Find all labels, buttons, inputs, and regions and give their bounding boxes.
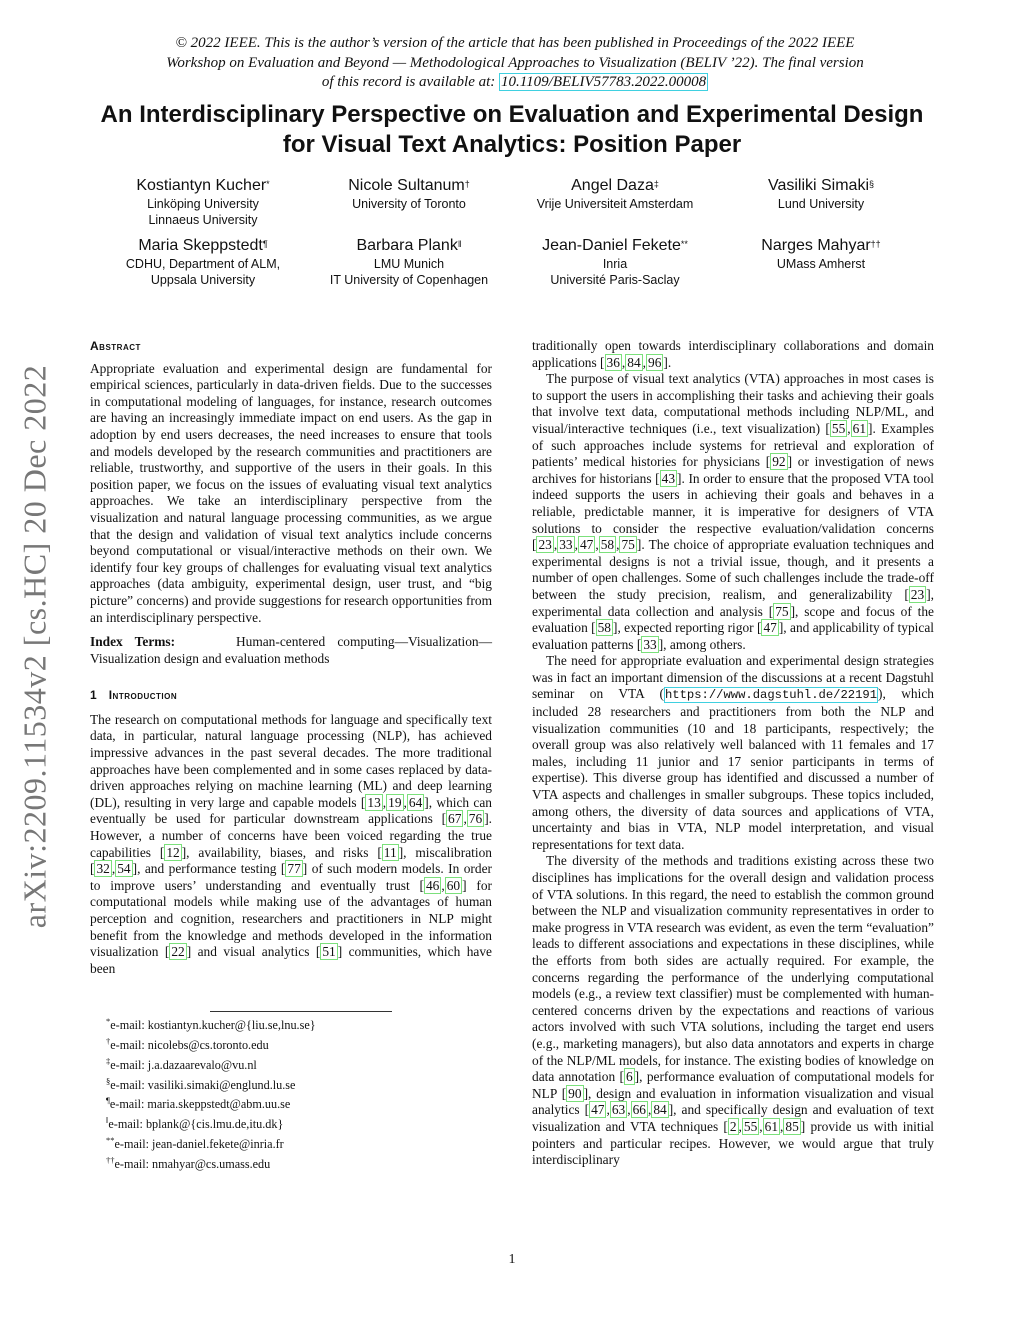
- notice-line-2: Workshop on Evaluation and Beyond — Methodological Approaches to Visualization (BELIV ’22). The final version: [166, 54, 864, 71]
- paper-title: [60, 100, 964, 160]
- citation-link[interactable]: 23: [538, 537, 552, 553]
- author-affiliation: University of Toronto: [352, 197, 466, 211]
- citation-link[interactable]: 2: [729, 1118, 737, 1134]
- footnote-rule: [210, 1011, 392, 1012]
- url-link[interactable]: https://www.dagstuhl.de/22191: [664, 688, 878, 703]
- abstract-heading: Abstract: [90, 339, 141, 353]
- footnote-item: ‡e-mail: j.a.dazaarevalo@vu.nl: [106, 1055, 257, 1072]
- author-affiliation: Linköping University: [147, 197, 259, 211]
- citation-link[interactable]: 58: [597, 620, 611, 636]
- author-affiliation: Lund University: [777, 197, 865, 211]
- doi-link[interactable]: 10.1109/BELIV57783.2022.00008: [501, 74, 707, 90]
- citation-link[interactable]: 76: [468, 811, 483, 827]
- citation-link[interactable]: 84: [653, 1102, 667, 1118]
- citation-link[interactable]: 23: [910, 586, 925, 602]
- citation-link[interactable]: 92: [772, 454, 786, 470]
- citation-link[interactable]: 36: [606, 354, 620, 370]
- citation-link[interactable]: 58: [600, 537, 615, 553]
- author-affiliation: Université Paris-Saclay: [550, 273, 680, 287]
- citation-link[interactable]: 67: [448, 811, 462, 827]
- author-name: Angel Daza‡: [571, 177, 659, 194]
- footnote-item: †e-mail: nicolebs@cs.toronto.edu: [106, 1035, 269, 1052]
- index-terms-text: Human-centered computing—Visualization—Visualization design and evaluation methods: [90, 634, 492, 666]
- footnote-item: ‖e-mail: bplank@{cis.lmu.de,itu.dk}: [106, 1115, 284, 1132]
- citation-link[interactable]: 77: [287, 861, 301, 877]
- citation-link[interactable]: 47: [763, 620, 777, 636]
- author-affiliation: CDHU, Department of ALM,: [125, 257, 281, 271]
- title-line-1: An Interdisciplinary Perspective on Evaluation and Experimental Design: [100, 101, 924, 128]
- author-2: [294, 176, 524, 212]
- intro-title: Introduction: [108, 688, 178, 703]
- author-3: [500, 176, 730, 212]
- citation-link[interactable]: 22: [171, 944, 185, 960]
- intro-paragraph-1-part-b: traditionally open towards interdisciplinary collaborations and domain applications [ 36 , 84 , 96 ].: [532, 338, 934, 370]
- author-affiliation: Linnaeus University: [148, 213, 258, 227]
- notice-line-3: of this record is available at:: [321, 74, 496, 90]
- citation-link[interactable]: 75: [775, 603, 789, 619]
- citation-link[interactable]: 55: [831, 420, 846, 436]
- index-terms: [90, 634, 492, 667]
- footnotes: [106, 1014, 406, 1173]
- author-5: [88, 236, 318, 288]
- citation-link[interactable]: 63: [611, 1102, 626, 1118]
- citation-link[interactable]: 43: [661, 470, 676, 486]
- citation-link[interactable]: 19: [388, 794, 402, 810]
- intro-paragraph-4: The diversity of the methods and traditions existing across these two disciplines has implications for the overall design and validation process of VTA solutions. In this regard, the need to establish the common ground between the NLP and visualization community representatives in order to make progress in VTA research was evident, as even the term “evaluation” leads to different associations and expectations in these disciplines, while the efforts from both sides are actually required. For example, the concerns regarding the performance of the underlying computational models (e.g., a review text classifier) must be complemented with human-centered concerns driven by the expectations and reactions of various actors involved with such VTA solutions, including the target end users (e.g., marketing managers), but also data annotators and experts in charge of the NLP/ML models, for instance. The existing bodies of knowledge on data annotation [ 6 ], performance evaluation of computational models for NLP [ 90 ], design and evaluation in information visualization and visual analytics [ 47 , 63 , 66 , 84 ], and specifically design and evaluation of text visualization and VTA techniques [ 2 , 55 , 61 , 85 ] provide us with initial pointers and particular recipes. However, we would argue that truly interdisciplinary: [532, 853, 935, 1168]
- author-6: [294, 236, 524, 288]
- citation-link[interactable]: 32: [96, 861, 110, 877]
- author-4: [706, 176, 936, 212]
- intro-paragraph-1-part-a: The research on computational methods for language and specifically text data, in particular, natural language processing (NLP), has achieved impressive advances in the past several decades. The more traditional approaches have been complemented and in some cases replaced by data-driven approaches relying on machine learning (ML) and deep learning (DL), resulting in very large and capable models [ 13 , 19 , 64 ], which can eventually be used for particular downstream applications [ 67 , 76 ]. However, a number of concerns have been voiced regarding the true capabilities [ 12 ], availability, biases, and risks [ 11 ], miscalibration [ 32 , 54 ], and performance testing [ 77 ] of such modern models. In order to improve users’ understanding and eventually trust [ 46 , 60 ] for computational models while making use of the advantages of human perception and cognition, researchers and practitioners in NLP might benefit from the knowledge and methods developed in the information visualization [ 22 ] and visual analytics [ 51 ] communities, which have been: [90, 711, 493, 976]
- author-7: [500, 236, 730, 288]
- citation-link[interactable]: 12: [166, 844, 180, 860]
- citation-link[interactable]: 47: [579, 537, 594, 553]
- page-number: 1: [508, 1252, 516, 1267]
- intro-paragraph-3: The need for appropriate evaluation and experimental design strategies was in fact an important dimension of the discussions at a recent Dagstuhl seminar on VTA (https://www.dagstuhl.de/22191), which included 28 researchers and practitioners from both the NLP and visualization communities (10 and 18 participants, respectively; the overall group was also relatively well balanced with 11 females and 17 males, including 11 junior and 17 senior participants in terms of expertise). This diverse group has identified and discussed a number of VTA aspects and challenges in smaller subgroups. These topics included, among others, the diversity of data sources and applications of VTA, uncertainty and bias in VTA, NLP model interpretation, and visual representations for text data.: [532, 653, 934, 852]
- author-name: Vasiliki Simaki§: [767, 177, 875, 194]
- intro-number: 1: [90, 688, 98, 703]
- citation-link[interactable]: 55: [743, 1118, 758, 1134]
- citation-link[interactable]: 13: [367, 794, 381, 810]
- citation-link[interactable]: 84: [627, 354, 641, 370]
- index-terms-label: Index Terms:: [90, 634, 176, 650]
- author-8: [706, 236, 936, 272]
- intro-heading: [90, 687, 492, 704]
- footnote-item: ¶e-mail: maria.skeppstedt@abm.uu.se: [106, 1095, 291, 1112]
- citation-link[interactable]: 75: [621, 537, 635, 553]
- citation-link[interactable]: 33: [559, 537, 573, 553]
- footnote-item: *e-mail: kostiantyn.kucher@{liu.se,lnu.se}: [106, 1016, 316, 1033]
- citation-link[interactable]: 61: [852, 420, 867, 436]
- arxiv-stamp: arXiv:2209.11534v2 [cs.HC] 20 Dec 2022: [16, 364, 53, 929]
- author-affiliation: Inria: [602, 257, 628, 271]
- footnote-item: §e-mail: vasiliki.simaki@englund.lu.se: [106, 1075, 296, 1092]
- citation-link[interactable]: 46: [425, 877, 440, 893]
- author-affiliation: UMass Amherst: [776, 257, 866, 271]
- citation-link[interactable]: 33: [643, 636, 657, 652]
- left-column: [90, 338, 492, 977]
- author-name: Barbara Plank‖: [356, 237, 462, 254]
- citation-link[interactable]: 54: [117, 861, 131, 877]
- author-affiliation: Uppsala University: [150, 273, 256, 287]
- copyright-notice: [120, 34, 910, 93]
- citation-link[interactable]: 85: [785, 1118, 799, 1134]
- intro-paragraph-2: The purpose of visual text analytics (VTA) approaches in most cases is to support the users in accomplishing their tasks and achieving their goals that involve text data, computational methods including NLP/ML, and visual/interactive techniques (i.e., text visualization) [ 55 , 61 ]. Examples of such approaches include systems for retrieval and exploration of patients’ medical histories for physicians [ 92 ] or investigation of news archives for historians [ 43 ]. In order to ensure that the proposed VTA tool indeed supports the users in achieving their goals and behaves in a reliable, predictable manner, it is imperative for designers of VTA solutions to consider the respective evaluation/validation concerns [ 23 , 33 , 47 , 58 , 75 ]. The choice of appropriate evaluation techniques and experimental designs is not a trivial issue, though, and it presents a number of open challenges. Some of such challenges include the trade-off between the study precision, realism, and generalizability [ 23 ], experimental data collection and analysis [ 75 ], scope and focus of the evaluation [ 58 ], expected reporting rigor [ 47 ], and applicability of typical evaluation patterns [ 33 ], among others.: [532, 371, 935, 652]
- author-name: Nicole Sultanum†: [348, 177, 470, 194]
- citation-link[interactable]: 6: [625, 1069, 633, 1085]
- title-line-2: for Visual Text Analytics: Position Paper: [282, 131, 742, 158]
- citation-link[interactable]: 11: [383, 844, 397, 860]
- footnote-item: **e-mail: jean-daniel.fekete@inria.fr: [106, 1135, 284, 1152]
- right-column: [532, 338, 934, 1169]
- citation-link[interactable]: 60: [446, 877, 461, 893]
- notice-line-1: © 2022 IEEE. This is the author’s version of the article that has been published in Proceedings of the 2022 IEEE: [175, 35, 855, 51]
- citation-link[interactable]: 90: [568, 1085, 582, 1101]
- citation-link[interactable]: 64: [408, 794, 423, 810]
- author-affiliation: LMU Munich: [373, 257, 445, 271]
- citation-link[interactable]: 47: [591, 1102, 605, 1118]
- author-1: [88, 176, 318, 228]
- footnote-item: ††e-mail: nmahyar@cs.umass.edu: [106, 1155, 271, 1172]
- citation-link[interactable]: 66: [632, 1102, 646, 1118]
- author-name: Narges Mahyar††: [761, 237, 881, 254]
- author-name: Maria Skeppstedt¶: [138, 237, 268, 254]
- author-name: Kostiantyn Kucher*: [136, 177, 270, 194]
- abstract-text: Appropriate evaluation and experimental design are fundamental for empirical sciences, particularly in data-driven fields. Due to the successes in computational modeling of languages, for instance, research outcomes are having an increasingly immediate impact on end users. As the gap in adoption by end users decreases, the need increases to ensure that tools and models developed by the research communities and practitioners are reliable, trustworthy, and supportive of the users in their goals. In this position paper, we focus on the issues of evaluating visual text analytics approaches. We take an interdisciplinary perspective from the visualization and natural language processing communities, as we argue that the design and validation of visual text analytics include concerns beyond computational or visual/interactive methods on their own. We identify four key groups of challenges for evaluating visual text analytics approaches (data ambiguity, experimental design, user trust, and “big picture” concerns) and provide suggestions for research opportunities from an interdisciplinary perspective.: [90, 360, 492, 625]
- citation-link[interactable]: 61: [764, 1118, 779, 1134]
- author-affiliation: Vrije Universiteit Amsterdam: [536, 197, 694, 211]
- author-name: Jean-Daniel Fekete**: [542, 237, 688, 254]
- author-affiliation: IT University of Copenhagen: [329, 273, 489, 287]
- citation-link[interactable]: 51: [322, 944, 336, 960]
- citation-link[interactable]: 96: [648, 354, 662, 370]
